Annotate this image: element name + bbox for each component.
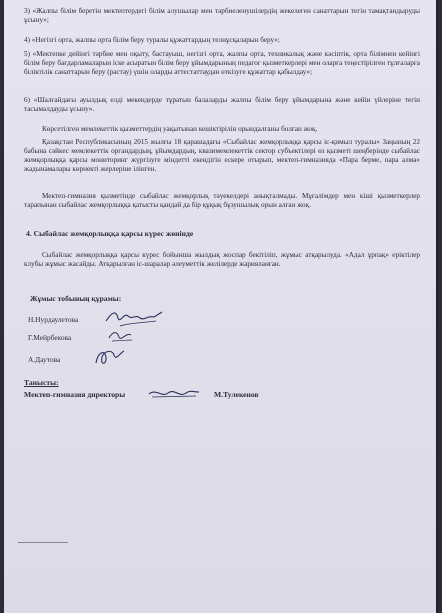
paragraph-item-5: 5) «Мектепке дейінгі тәрбие мен оқыту, бастауыш, негізгі орта, жалпы орта, техникалық және кәсіптік, орта білімнен кейінгі білім беру бағдарламаларын іске асыратын білім беру ұйымдарының педагог қызметкерлері мен оларға теңестірілген тұлғаларға біліктілік санаттарын беру (растау) үшін оларды аттестаттаудан өткізуге құжаттар қабылдау»; — [24, 50, 420, 76]
paragraph-annual-plan: Сыбайлас жемқорлыққа қарсы күрес бойынша жылдық жоспар бекітіліп, жұмыс атқарылуда. «Адал ұрпақ» еріктілер клубы жұмыс жасайды. Атқарылған іс-шаралар әлеуметтік желілерде жарияланған. — [24, 251, 420, 268]
director-name: М.Тулекенов — [214, 390, 259, 399]
member-name-2: Г.Мейрбекова — [28, 333, 72, 342]
acquainted-label: Танысты: — [24, 378, 59, 387]
paragraph-no-delays: Көрсетілген мемлекеттік қызметтердің уақытынан кешіктірілін орындалғаны болған жоқ. — [42, 125, 318, 133]
paragraph-law-reference: Қазақстан Республикасының 2015 жылғы 18 қарашадағы «Сыбайлас жемқорлыққа қарсы іс-қимыл туралы» Заңының 22 бабына сәйкес мемлекеттік органдардың, ұйымдардың, квазимемлекеттік сектор субъектілері өз қызметі шеңберінде сыбайлас жемқорлыққа қарсы мониторинг жүргізуге міндетті екендігін ескере отырып, мектеп-гимназияда «Пара берме, пара алма» жадынамалары көрнекті жерлеріне ілінген. — [24, 138, 420, 173]
working-group-heading: Жұмыс тобының құрамы: — [30, 294, 122, 303]
paragraph-item-6: 6) «Шалғайдағы ауылдық елді мекендерде тұратын балаларды жалпы білім беру ұйымдарына және кейін үйлеріне тегін тасымалдауды ұсыну». — [24, 96, 420, 113]
member-name-3: А.Даутова — [28, 355, 61, 364]
director-title: Мектеп-гимназия директоры — [24, 390, 126, 399]
paragraph-risks: Мектеп-гимназия қызметінде сыбайлас жемқорлық тәуекелдері анықталмады. Мұғалімдер мен кіші қызметкерлер тарапынан сыбайлас жемқорлыққа қатысты қандай да бір құқық бұзушылық орын алған жоқ. — [24, 192, 420, 209]
signature-3 — [92, 345, 128, 369]
paragraph-item-3: 3) «Жалпы білім беретін мектептердегі білім алушылар мен тәрбиеленушілердің жекелеген санаттарын тегін тамақтандыруды ұсыну»; — [24, 7, 420, 24]
document-page — [4, 0, 436, 613]
page-divider — [18, 542, 68, 543]
director-signature — [146, 384, 202, 402]
section-4-heading: 4. Сыбайлас жемқорлыққа қарсы күрес жөнінде — [26, 229, 194, 238]
signature-1 — [102, 306, 166, 328]
member-name-1: Н.Нурдаулетова — [28, 315, 79, 324]
paragraph-item-4: 4) «Негізгі орта, жалпы орта білім беру туралы құжаттардың телнұсқаларын беру»; — [24, 36, 280, 44]
signature-2 — [106, 328, 136, 344]
